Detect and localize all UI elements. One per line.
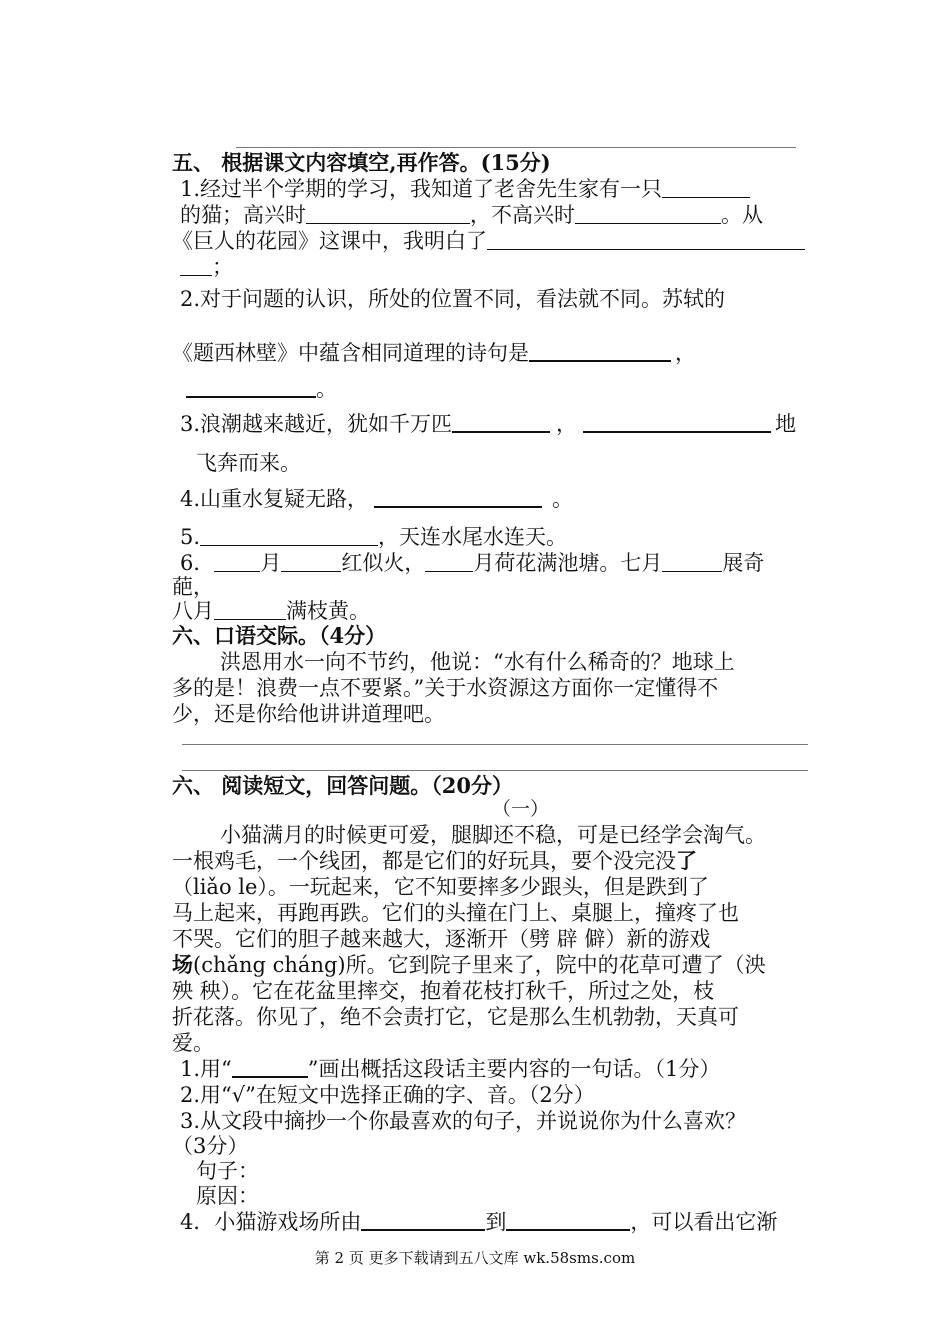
blank — [487, 231, 805, 250]
answer-rule-2 — [182, 770, 808, 771]
blank — [281, 553, 341, 572]
q6-line2: 葩， — [172, 575, 214, 599]
q6-text-b: 月 — [260, 551, 282, 575]
reading-q3-reason: 原因： — [196, 1184, 259, 1208]
blank — [361, 1211, 485, 1231]
blank — [529, 342, 671, 362]
blank — [575, 205, 721, 224]
q2-text-3: 。 — [316, 377, 337, 401]
section-6-heading: 六、口语交际。（4分） — [172, 623, 387, 648]
passage-text-2a: 一根鸡毛，一个线团，都是它们的好玩具，要个没完没 — [172, 849, 676, 873]
page-footer: 第 2 页 更多下载请到五八文库 wk.58sms.com — [314, 1249, 636, 1267]
q6-text-3b: 满枝黄。 — [286, 599, 370, 623]
blank — [662, 553, 722, 572]
passage-line-6 — [172, 952, 766, 978]
q1-text-2c: 。从 — [721, 203, 763, 227]
passage-line-2 — [172, 848, 697, 874]
blank — [425, 553, 473, 572]
q1-text-1: 1.经过半个学期的学习，我知道了老舍先生家有一只 — [180, 177, 663, 201]
q4-text-a: 4.山重水复疑无路， — [180, 487, 369, 511]
q6-line3 — [172, 598, 370, 624]
q4-text-b: 。 — [552, 487, 574, 511]
blank — [232, 1058, 308, 1078]
passage-text-6b: (chǎng cháng)所。它到院子里来了，院中的花草可遭了（泱 — [193, 953, 766, 977]
reading-q3-sentence: 句子： — [196, 1159, 259, 1183]
reading-q3: 3.从文段中摘抄一个你最喜欢的句子，并说说你为什么喜欢？ — [180, 1109, 747, 1133]
reading-q1-b: ”画出概括这段话主要内容的一句话。（1分） — [307, 1057, 721, 1081]
reading-heading: 六、 阅读短文，回答问题。（20分） — [172, 773, 514, 798]
passage-line-1: 小猫满月的时候更可爱，腿脚还不稳，可是已经学会淘气。 — [220, 823, 766, 847]
q3-text-1c: 地 — [775, 412, 797, 436]
blank — [662, 179, 750, 198]
blank — [306, 205, 470, 224]
q6-text-a: 6． — [180, 551, 215, 575]
answer-rule-1 — [182, 744, 808, 745]
q1-text-2b: ，不高兴时 — [470, 203, 575, 227]
passage-line-7: 殃 秧）。它在花盆里摔交，抱着花枝打秋千，所过之处，枝 — [172, 979, 715, 1003]
blank — [186, 378, 316, 398]
q2-line3 — [186, 376, 337, 402]
reading-q2: 2.用“√”在短文中选择正确的字、音。（2分） — [180, 1083, 595, 1107]
blank — [214, 601, 286, 620]
q2-line2 — [172, 340, 696, 366]
blank — [214, 553, 260, 572]
q1-text-4: ； — [212, 255, 233, 279]
blank — [583, 413, 771, 433]
passage-line-8: 折花落。你见了，绝不会责打它，它是那么生机勃勃，天真可 — [172, 1005, 739, 1029]
passage-text-6a: 场 — [172, 952, 193, 977]
reading-q4-a: 4．小猫游戏场所由 — [180, 1210, 362, 1234]
reading-q4 — [180, 1209, 777, 1235]
q1-line2 — [180, 202, 763, 228]
q6-line1 — [180, 550, 764, 576]
q5-text-a: 5. — [180, 525, 201, 549]
oral-line2: 多的是！浪费一点不要紧。”关于水资源这方面你一定懂得不 — [172, 676, 719, 700]
reading-q4-c: ，可以看出它渐 — [630, 1210, 778, 1234]
q1-line3 — [172, 228, 805, 254]
q1-text-3: 《巨人的花园》这课中，我明白了 — [172, 229, 487, 253]
blank — [180, 257, 212, 276]
q5-line — [180, 524, 567, 550]
q6-text-c: 红似火， — [341, 551, 426, 575]
section-5-heading: 五、 根据课文内容填空,再作答。(15分) — [172, 150, 551, 175]
reading-q1-a: 1.用“ — [180, 1057, 232, 1081]
top-rule — [236, 147, 796, 148]
passage-text-2b: 了 — [676, 848, 697, 873]
blank — [200, 527, 378, 546]
q6-text-e: 展奇 — [722, 551, 765, 575]
q4-line — [180, 486, 573, 512]
q1-text-2a: 的猫；高兴时 — [180, 203, 306, 227]
q3-text-1b: ， — [556, 412, 578, 436]
q6-text-3a: 八月 — [172, 599, 214, 623]
blank — [506, 1211, 630, 1231]
q6-text-d: 月荷花满池塘。七月 — [473, 551, 663, 575]
passage-line-5: 不哭。它们的胆子越来越大，逐渐开（劈 辟 僻）新的游戏 — [172, 927, 711, 951]
passage-line-9: 爱。 — [172, 1031, 214, 1055]
blank — [374, 488, 542, 508]
q3-line2: 飞奔而来。 — [196, 451, 301, 475]
passage-line-3: （liǎo le）。一玩起来，它不知要摔多少跟头，但是跌到了 — [172, 875, 709, 899]
reading-q4-b: 到 — [485, 1210, 507, 1234]
reading-subheading: （一） — [492, 798, 550, 820]
passage-line-4: 马上起来，再跑再跌。它们的头撞在门上、桌腿上，撞疼了也 — [172, 901, 739, 925]
q3-text-1a: 3.浪潮越来越近，犹如千万匹 — [180, 412, 453, 436]
q2-line1: 2.对于问题的认识，所处的位置不同，看法就不同。苏轼的 — [180, 287, 726, 311]
oral-line3: 少，还是你给他讲讲道理吧。 — [172, 702, 445, 726]
reading-q1 — [180, 1056, 720, 1082]
oral-line1: 洪恩用水一向不节约，他说：“水有什么稀奇的？地球上 — [220, 650, 735, 674]
q2-text-2b: ， — [675, 341, 696, 365]
reading-q3-score: （3分） — [172, 1134, 249, 1158]
q5-text-b: ，天连水尾水连天。 — [378, 525, 568, 549]
blank — [452, 413, 550, 433]
q3-line1 — [180, 411, 796, 437]
q1-line1 — [180, 176, 750, 202]
q2-text-2a: 《题西林壁》中蕴含相同道理的诗句是 — [172, 341, 529, 365]
q1-line4 — [180, 254, 233, 280]
